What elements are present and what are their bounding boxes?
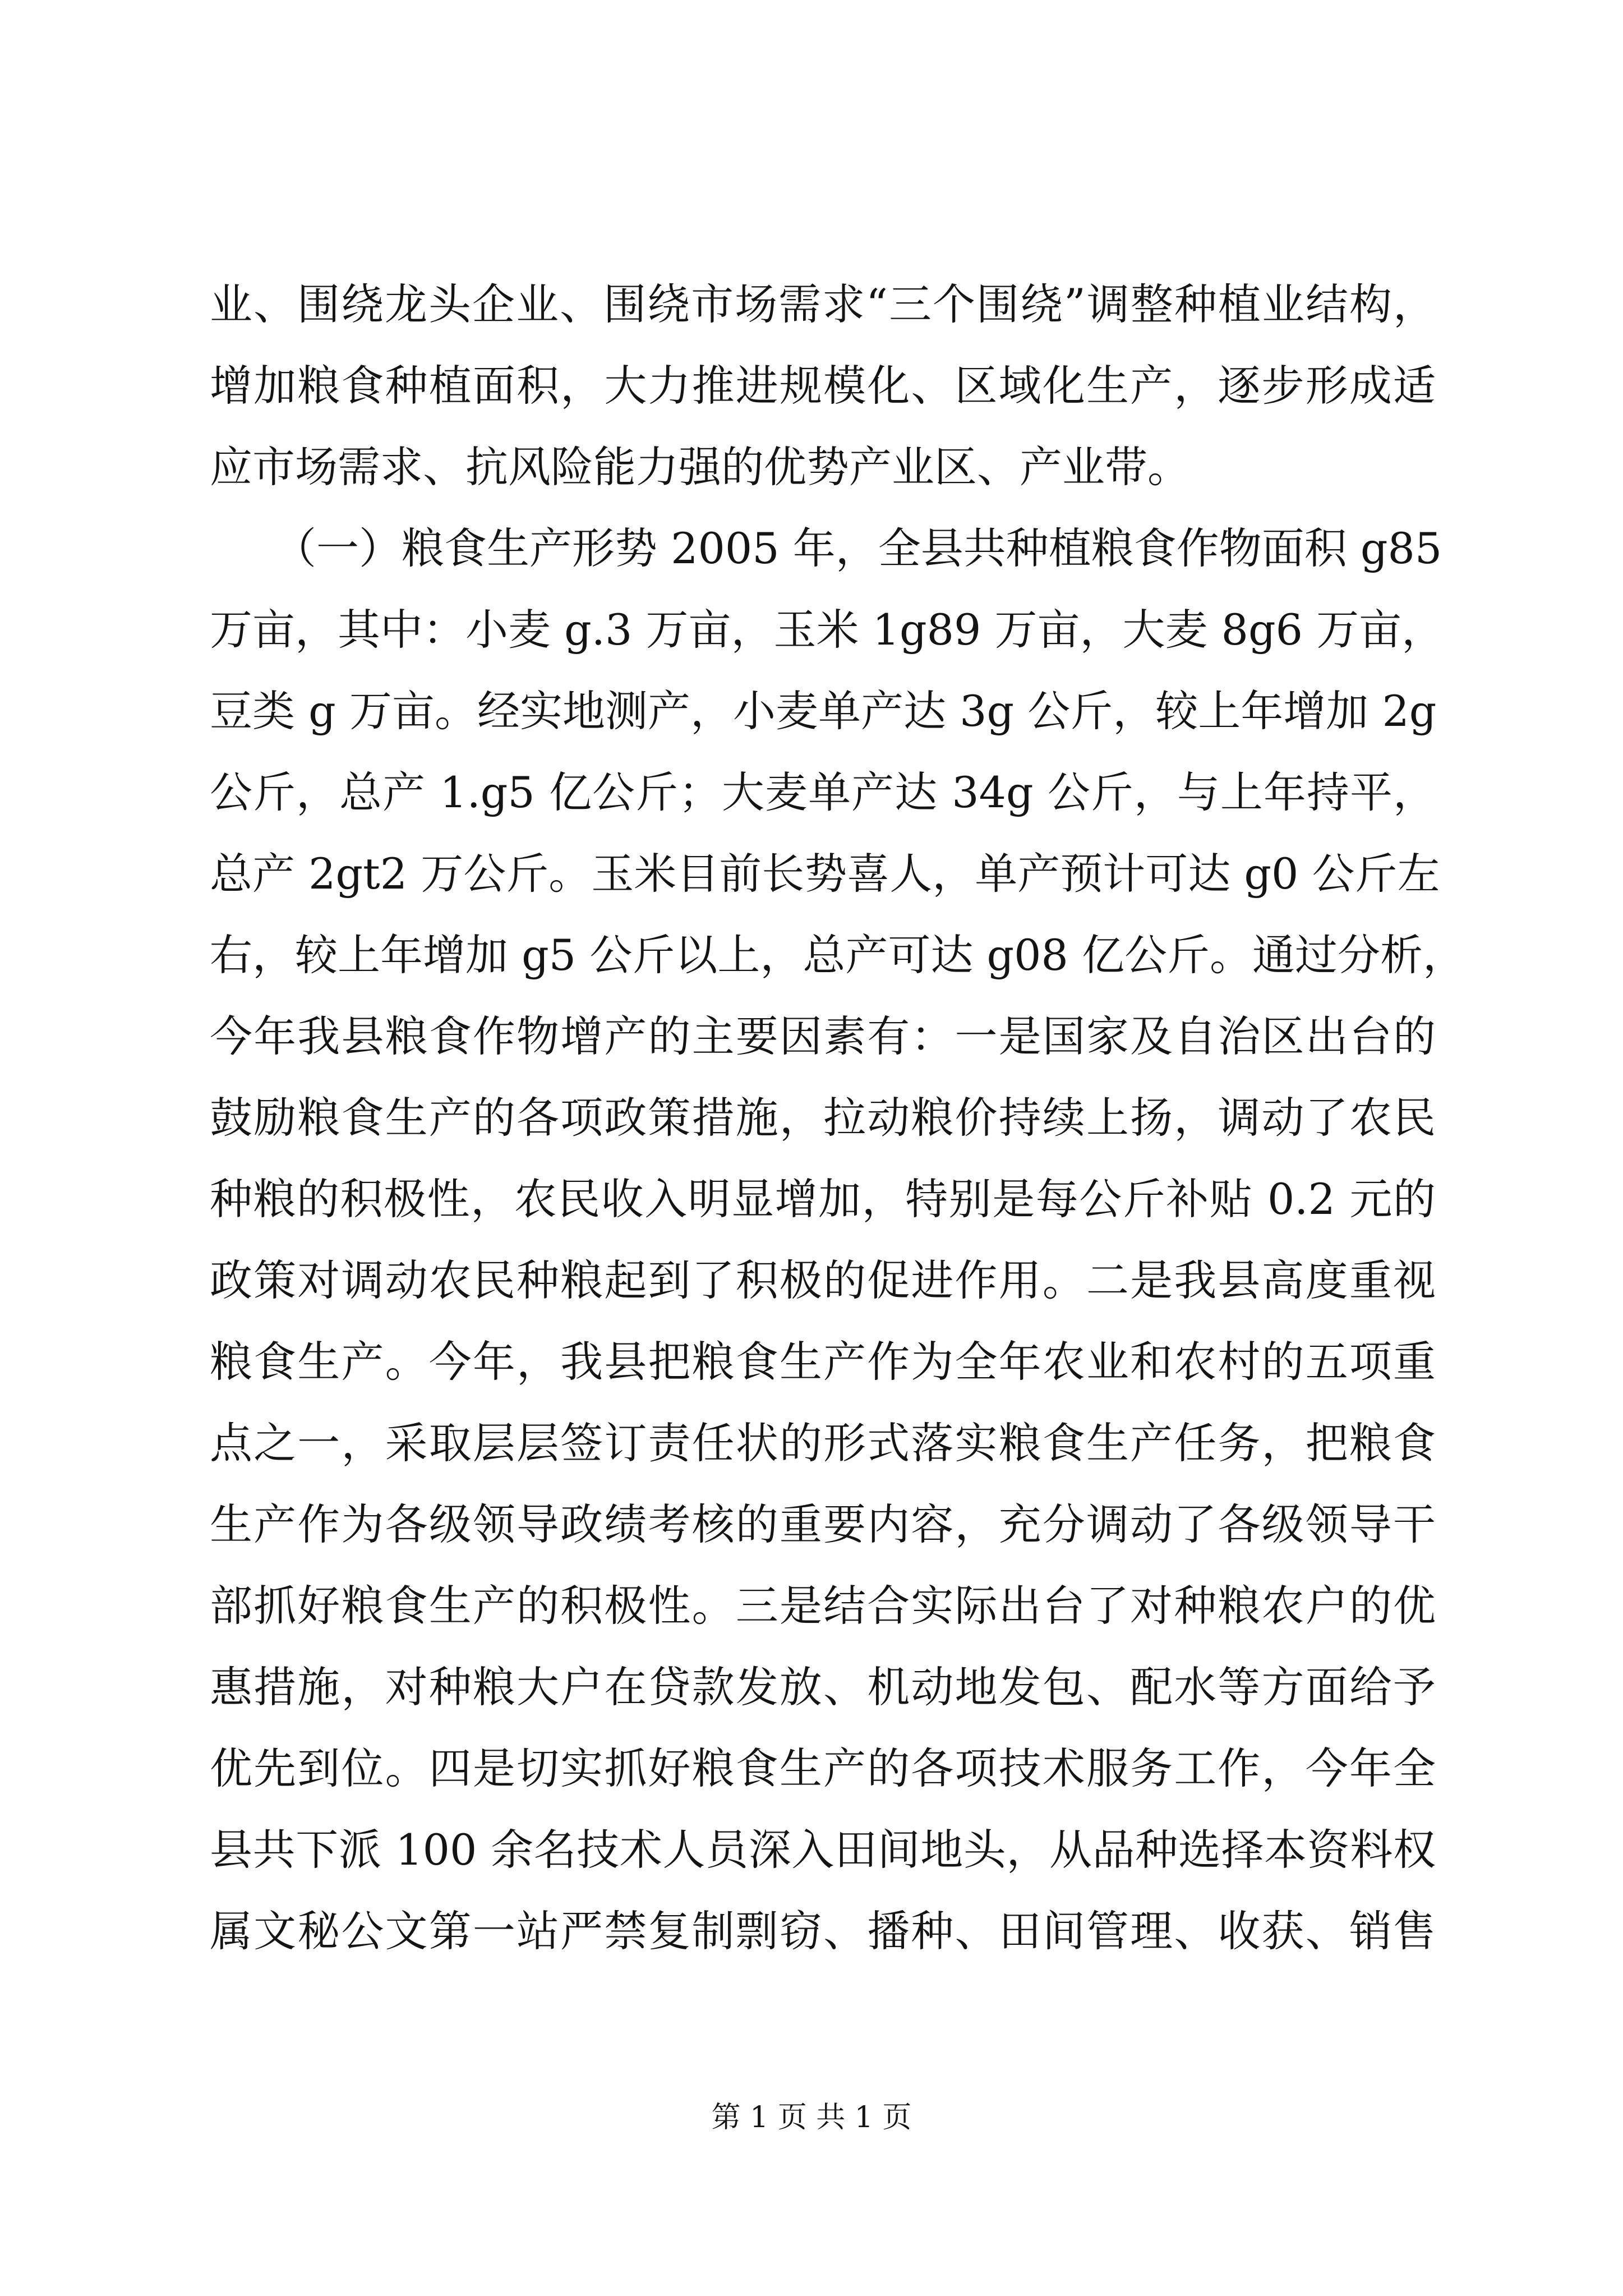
text-line: 优先到位。四是切实抓好粮食生产的各项技术服务工作，今年全	[210, 1743, 1436, 1793]
text-line: 增加粮食种植面积，大力推进规模化、区域化生产，逐步形成适	[210, 361, 1436, 411]
text-line: 县共下派 100 余名技术人员深入田间地头，从品种选择本资料权	[210, 1825, 1436, 1875]
text-line: 业、围绕龙头企业、围绕市场需求“三个围绕”调整种植业结构，	[210, 279, 1436, 329]
text-line: 豆类 g 万亩。经实地测产，小麦单产达 3g 公斤，较上年增加 2g	[210, 686, 1437, 736]
text-line: 部抓好粮食生产的积极性。三是结合实际出台了对种粮农户的优	[210, 1581, 1436, 1631]
text-line: 种粮的积极性，农民收入明显增加，特别是每公斤补贴 0.2 元的	[210, 1174, 1436, 1224]
text-line: 政策对调动农民种粮起到了积极的促进作用。二是我县高度重视	[210, 1255, 1436, 1305]
text-line: 公斤，总产 1.g5 亿公斤；大麦单产达 34g 公斤，与上年持平，	[210, 767, 1436, 817]
text-line: 生产作为各级领导政绩考核的重要内容，充分调动了各级领导干	[210, 1499, 1436, 1549]
text-line: 粮食生产。今年，我县把粮食生产作为全年农业和农村的五项重	[210, 1337, 1436, 1387]
text-line: 点之一，采取层层签订责任状的形式落实粮食生产任务，把粮食	[210, 1418, 1436, 1468]
text-line: （一）粮食生产形势 2005 年，全县共种植粮食作物面积 g85	[210, 523, 1442, 573]
text-line: 应市场需求、抗风险能力强的优势产业区、产业带。	[210, 442, 1190, 492]
text-line: 右，较上年增加 g5 公斤以上，总产可达 g08 亿公斤。通过分析，	[210, 930, 1465, 980]
text-line: 总产 2gt2 万公斤。玉米目前长势喜人，单产预计可达 g0 公斤左	[210, 849, 1440, 899]
page-footer: 第 1 页 共 1 页	[711, 2101, 912, 2134]
text-line: 万亩，其中：小麦 g.3 万亩，玉米 1g89 万亩，大麦 8g6 万亩，	[210, 605, 1445, 655]
text-line: 属文秘公文第一站严禁复制剽窃、播种、田间管理、收获、销售	[210, 1906, 1436, 1956]
text-line: 鼓励粮食生产的各项政策措施，拉动粮价持续上扬，调动了农民	[210, 1093, 1436, 1143]
body-text	[210, 264, 1465, 1972]
text-line: 惠措施，对种粮大户在贷款发放、机动地发包、配水等方面给予	[210, 1662, 1436, 1712]
text-line: 今年我县粮食作物增产的主要因素有：一是国家及自治区出台的	[210, 1011, 1436, 1061]
